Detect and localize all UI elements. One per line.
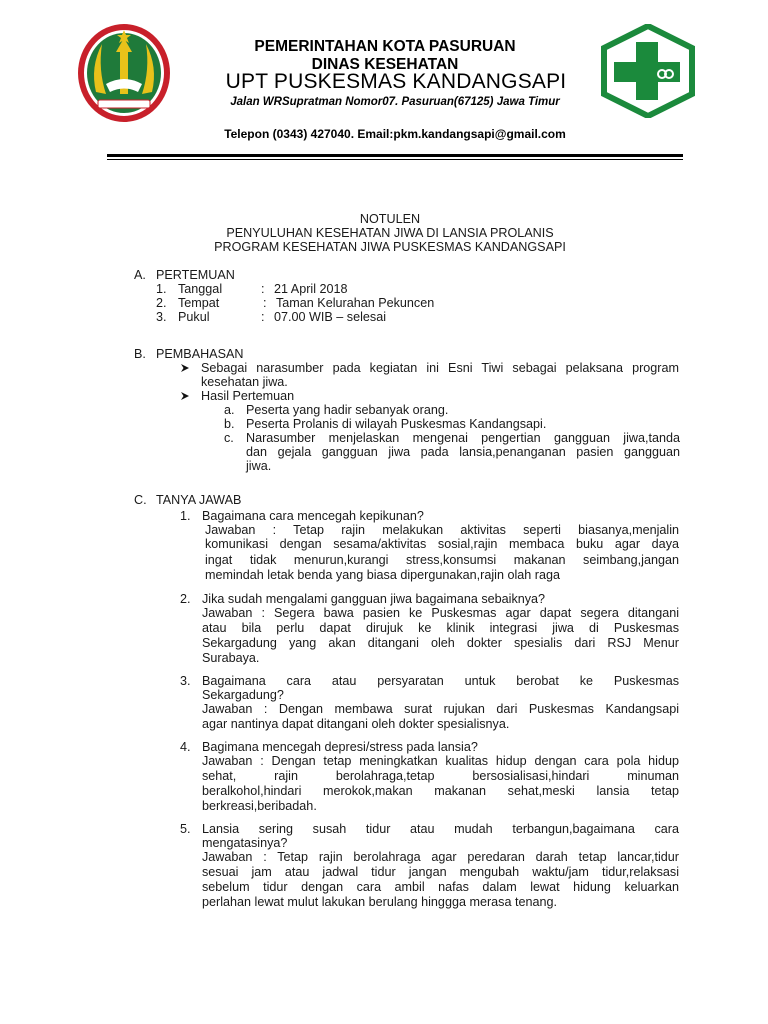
answer-text: sehat, rajin berolahraga,tetap bersosialisasi,hindari minuman	[202, 769, 679, 783]
meeting-row-label: Tanggal	[178, 282, 223, 296]
meeting-row-separator: :	[263, 296, 267, 310]
answer-text: sebelum tidur dengan cara ambil nafas dalam lewat hidung keluarkan	[202, 880, 679, 894]
answer-text: Jawaban : Segera bawa pasien ke Puskesmas agar dapat segera ditangani	[202, 606, 679, 620]
arrow-bullet-icon	[180, 391, 190, 401]
meeting-row-label: Tempat	[178, 296, 220, 310]
document-subtitle-program: PROGRAM KESEHATAN JIWA PUSKESMAS KANDANGSAPI	[214, 240, 566, 254]
answer-text: Surabaya.	[202, 651, 260, 665]
pasuruan-city-emblem-icon	[76, 22, 172, 124]
result-item-letter: a.	[224, 403, 235, 417]
result-item-text: dan gejala gangguan jiwa pada lansia,penanganan pasien gangguan	[246, 445, 680, 459]
question-text: mengatasinya?	[202, 836, 288, 850]
letterhead-thick-rule	[107, 154, 683, 157]
question-number: 2.	[180, 592, 191, 606]
answer-text: atau bila perlu dapat dirujuk ke klinik integrasi jiwa di Puskesmas	[202, 621, 679, 635]
organization-address: Jalan WRSupratman Nomor07. Pasuruan(67125) Jawa Timur	[230, 96, 560, 108]
answer-text: Jawaban : Dengan membawa surat rujukan dari Puskesmas Kandangsapi	[202, 702, 679, 716]
section-b-letter: B.	[134, 347, 146, 361]
answer-text: beralkohol,hindari merokok,makan makanan sehat,meski lansia tetap	[202, 784, 679, 798]
answer-text: berkreasi,beribadah.	[202, 799, 317, 813]
result-item-letter: c.	[224, 431, 234, 445]
organization-name: UPT PUSKESMAS KANDANGSAPI	[225, 70, 567, 93]
meeting-row-value: Taman Kelurahan Pekuncen	[276, 296, 435, 310]
question-text: Sekargadung?	[202, 688, 284, 702]
organization-contact: Telepon (0343) 427040. Email:pkm.kandangsapi@gmail.com	[224, 127, 566, 141]
document-subtitle: PENYULUHAN KESEHATAN JIWA DI LANSIA PROLANIS	[226, 226, 554, 240]
answer-text: Jawaban : Dengan tetap meningkatkan kualitas hidup dengan cara pola hidup	[202, 754, 679, 768]
question-number: 5.	[180, 822, 191, 836]
answer-text: komunikasi dengan sesama/aktivitas sosial,rajin membaca buku agar daya	[205, 537, 679, 551]
document-title: NOTULEN	[359, 212, 421, 226]
section-b-title: PEMBAHASAN	[156, 347, 244, 361]
question-text: Bagimana mencegah depresi/stress pada lansia?	[202, 740, 478, 754]
question-text: Jika sudah mengalami gangguan jiwa bagaimana sebaiknya?	[202, 592, 546, 606]
meeting-row-number: 1.	[156, 282, 167, 296]
meeting-row-separator: :	[261, 310, 265, 324]
meeting-results-heading: Hasil Pertemuan	[201, 389, 295, 403]
discussion-bullet-text-cont: kesehatan jiwa.	[201, 375, 288, 389]
answer-text: agar nantinya dapat ditangani oleh dokter spesialisnya.	[202, 717, 510, 731]
question-number: 4.	[180, 740, 191, 754]
meeting-row-separator: :	[261, 282, 265, 296]
government-name: PEMERINTAHAN KOTA PASURUAN	[254, 38, 516, 55]
result-item-text: Peserta yang hadir sebanyak orang.	[246, 403, 449, 417]
question-text: Bagaimana cara atau persyaratan untuk berobat ke Puskesmas	[202, 674, 679, 688]
discussion-bullet-text: Sebagai narasumber pada kegiatan ini Esni Tiwi sebagai pelaksana program	[201, 361, 679, 375]
result-item-text: jiwa.	[246, 459, 272, 473]
answer-text: Jawaban : Tetap rajin berolahraga agar peredaran darah tetap lancar,tidur	[202, 850, 679, 864]
answer-text: memindah letak benda yang biasa dipergunakan,rajin olah raga	[205, 568, 560, 582]
section-c-letter: C.	[134, 493, 147, 507]
meeting-row-value: 07.00 WIB – selesai	[274, 310, 387, 324]
section-c-title: TANYA JAWAB	[156, 493, 242, 507]
puskesmas-logo-icon	[600, 24, 696, 118]
meeting-row-number: 2.	[156, 296, 167, 310]
result-item-text: Peserta Prolanis di wilayah Puskesmas Kandangsapi.	[246, 417, 547, 431]
meeting-row-value: 21 April 2018	[274, 282, 348, 296]
question-text: Bagaimana cara mencegah kepikunan?	[202, 509, 424, 523]
question-text: Lansia sering susah tidur atau mudah terbangun,bagaimana cara	[202, 822, 679, 836]
answer-text: Sekargadung yang akan ditangani oleh dokter spesialis dari RSJ Menur	[202, 636, 679, 650]
answer-text: Jawaban : Tetap rajin melakukan aktivitas seperti biasanya,menjalin	[205, 523, 679, 537]
meeting-row-number: 3.	[156, 310, 167, 324]
result-item-text: Narasumber menjelaskan mengenai pengertian gangguan jiwa,tanda	[246, 431, 680, 445]
meeting-row-label: Pukul	[178, 310, 210, 324]
answer-text: sesuai jam atau jadwal tidur jangan mengubah waktu/jam tidur,relaksasi	[202, 865, 679, 879]
section-a-title: PERTEMUAN	[156, 268, 235, 282]
answer-text: perlahan lewat mulut lakukan berulang hinggga merasa tenang.	[202, 895, 557, 909]
arrow-bullet-icon	[180, 363, 190, 373]
result-item-letter: b.	[224, 417, 235, 431]
answer-text: ingat tidak menurun,kurangi stress,konsumsi makanan seimbang,jangan	[205, 553, 679, 567]
department-name: DINAS KESEHATAN	[311, 56, 459, 73]
question-number: 1.	[180, 509, 191, 523]
letterhead-thin-rule	[107, 159, 683, 160]
section-a-letter: A.	[134, 268, 146, 282]
question-number: 3.	[180, 674, 191, 688]
